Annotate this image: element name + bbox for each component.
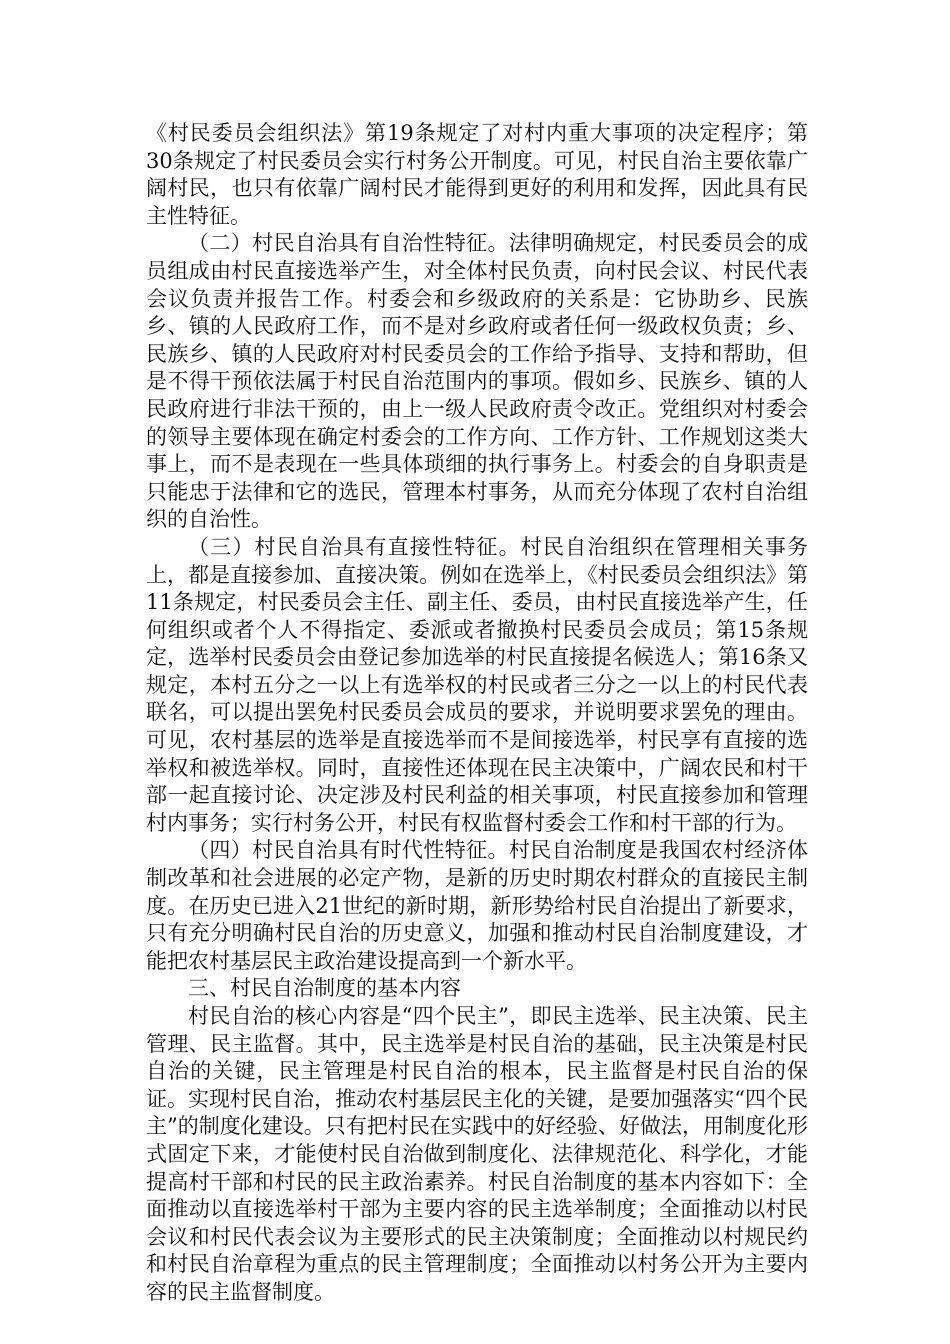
paragraph-3: （三）村民自治具有直接性特征。村民自治组织在管理相关事务上，都是直接参加、直接决策。例如在选举上，《村民委员会组织法》第11条规定，村民委员会主任、副主任、委员，由村民直接选举产生，任何组织或者个人不得指定、委派或者撤换村民委员会成员；第15条规定，选举村民委员会由登记参加选举的村民直接提名候选人；第16条又规定，本村五分之一以上有选举权的村民或者三分之一以上的村民代表联名，可以提出罢免村民委员会成员的要求，并说明要求罢免的理由。可见，农村基层的选举是直接选举而不是间接选举，村民享有直接的选举权和被选举权。同时，直接性还体现在民主决策中，广阔农民和村干部一起直接讨论、决定涉及村民利益的相关事项，村民直接参加和管理村内事务；实行村务公开，村民有权监督村委会工作和村干部的行为。 xyxy=(146,534,808,835)
document-body xyxy=(146,120,808,1307)
paragraph-2: （二）村民自治具有自治性特征。法律明确规定，村民委员会的成员组成由村民直接选举产生，对全体村民负责，向村民会议、村民代表会议负责并报告工作。村委会和乡级政府的关系是：它协助乡、民族乡、镇的人民政府工作，而不是对乡政府或者任何一级政权负责；乡、民族乡、镇的人民政府对村民委员会的工作给予指导、支持和帮助，但是不得干预依法属于村民自治范围内的事项。假如乡、民族乡、镇的人民政府进行非法干预的，由上一级人民政府责令改正。党组织对村委会的领导主要体现在确定村委会的工作方向、工作方针、工作规划这类大事上，而不是表现在一些具体琐细的执行事务上。村委会的自身职责是只能忠于法律和它的选民，管理本村事务，从而充分体现了农村自治组织的自治性。 xyxy=(146,231,808,532)
section-heading: 三、村民自治制度的基本内容 xyxy=(188,976,461,1001)
paragraph-1: 《村民委员会组织法》第19条规定了对村内重大事项的决定程序；第30条规定了村民委员会实行村务公开制度。可见，村民自治主要依靠广阔村民，也只有依靠广阔村民才能得到更好的利用和发挥，因此具有民主性特征。 xyxy=(146,121,808,228)
paragraph-4: （四）村民自治具有时代性特征。村民自治制度是我国农村经济体制改革和社会进展的必定产物，是新的历史时期农村群众的直接民主制度。在历史已进入21世纪的新时期，新形势给村民自治提出了新要求，只有充分明确村民自治的历史意义，加强和推动村民自治制度建设，才能把农村基层民主政治建设提高到一个新水平。 xyxy=(146,838,808,973)
paragraph-5: 村民自治的核心内容是“四个民主”，即民主选举、民主决策、民主管理、民主监督。其中，民主选举是村民自治的基础，民主决策是村民自治的关键，民主管理是村民自治的根本，民主监督是村民自治的保证。实现村民自治，推动农村基层民主化的关键，是要加强落实“四个民主”的制度化建设。只有把村民在实践中的好经验、好做法，用制度化形式固定下来，才能使村民自治做到制度化、法律规范化、科学化，才能提高村干部和村民的民主政治素养。村民自治制度的基本内容如下：全面推动以直接选举村干部为主要内容的民主选举制度；全面推动以村民会议和村民代表会议为主要形式的民主决策制度；全面推动以村规民约和村民自治章程为重点的民主管理制度；全面推动以村务公开为主要内容的民主监督制度。 xyxy=(146,1004,808,1304)
